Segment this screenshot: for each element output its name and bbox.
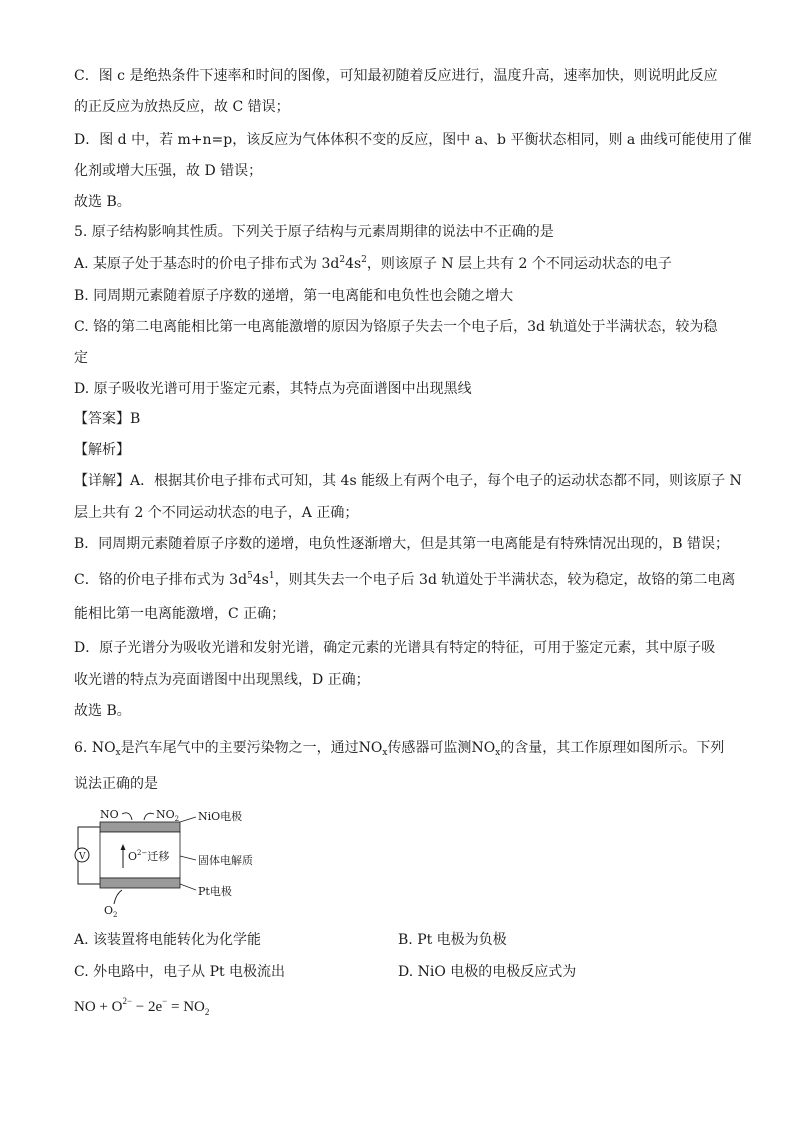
nox-sensor-diagram	[70, 806, 290, 918]
q6-stem-line-2: 说法正确的是	[74, 776, 158, 792]
q5-detail-c-line-2: 能相比第一电离能激增，C 正确；	[74, 606, 286, 622]
q5-option-d: D. 原子吸收光谱可用于鉴定元素，其特点为亮面谱图中出现黑线	[74, 381, 472, 397]
no2-arrow	[144, 813, 154, 820]
q5-a-text-pre: A. 某原子处于基态时的价电子排布式为 3d	[74, 256, 340, 272]
q5-detail-b: B．同周期元素随着原子序数的递增，电负性逐渐增大，但是其第一电离能是有特殊情况出现的，B 错误；	[74, 536, 730, 552]
q5-option-a	[74, 254, 672, 274]
no-arrow	[122, 813, 132, 820]
q5-detail-d-line-1: D．原子光谱分为吸收光谱和发射光谱，确定元素的光谱具有特定的特征，可用于鉴定元素，其中原子吸	[74, 640, 716, 656]
q5-stem: 5. 原子结构影响其性质。下列关于原子结构与元素周期律的说法中不正确的是	[74, 224, 554, 240]
q5-a-sup-1: 2	[339, 255, 346, 265]
q6-nox-1: $NO_x$	[91, 740, 121, 758]
voltmeter-label: V	[79, 852, 86, 862]
q5-detail-c-line-1	[74, 570, 735, 590]
q5-option-b: B. 同周期元素随着原子序数的递增，第一电离能和电负性也会随之增大	[74, 288, 514, 304]
q6-nox-2: $NO_x$	[358, 740, 388, 758]
migration-label: $O^{2-}$迁移	[128, 849, 170, 863]
analysis-d-line-1: D．图 d 中，若 m+n=p，该反应为气体体积不变的反应，图中 a、b 平衡状态相同，则 a 曲线可能使用了催	[74, 132, 752, 148]
pt-electrode	[100, 878, 180, 888]
q5-detail-d-line-2: 收光谱的特点为亮面谱图中出现黑线，D 正确；	[74, 672, 370, 688]
o2-label: $O_2$	[104, 904, 118, 918]
electrolyte-leader	[180, 856, 196, 860]
pt-label: Pt电极	[198, 885, 232, 898]
o2-arrow	[114, 890, 122, 904]
q6-stem-text-1: 是汽车尾气中的主要污染物之一，通过	[120, 740, 359, 756]
q6-option-d: D. NiO 电极的电极反应式为	[398, 964, 577, 980]
nio-leader	[180, 817, 196, 822]
q5-detail-a-line-2: 层上共有 2 个不同运动状态的电子，A 正确；	[74, 505, 359, 521]
q5-option-c-line-2: 定	[74, 350, 88, 366]
q5-choose: 故选 B。	[74, 703, 131, 719]
q6-number: 6.	[74, 740, 92, 756]
q6-nox-3: $NO_x$	[471, 740, 501, 758]
q6-option-c: C. 外电路中，电子从 Pt 电极流出	[74, 964, 286, 980]
nio-label: NiO电极	[198, 810, 243, 823]
q5-detail-c-pre: C．铬的价电子排布式为 3d	[74, 572, 248, 588]
analysis-c-line-1: C．图 c 是绝热条件下速率和时间的图像，可知最初随着反应进行，温度升高，速率加快，则说明此反应	[74, 68, 718, 84]
analysis-d-line-2: 化剂或增大压强，故 D 错误；	[74, 163, 263, 179]
q6-stem-text-2: 传感器可监测	[387, 740, 472, 756]
q6-stem-text-3: 的含量，其工作原理如图所示。下列	[500, 740, 725, 756]
electrolyte-label: 固体电解质	[198, 854, 253, 867]
nio-electrode	[100, 822, 180, 832]
pt-leader	[180, 884, 196, 890]
analysis-c-line-2: 的正反应为放热反应，故 C 错误；	[74, 99, 290, 115]
q6-stem-line-1	[74, 738, 724, 758]
q5-detail-a-line-1: 【详解】A．根据其价电子排布式可知，其 4s 能级上有两个电子，每个电子的运动状态都不同，则该原子 N	[74, 473, 742, 489]
q5-option-c-line-1: C. 铬的第二电离能相比第一电离能激增的原因为铬原子失去一个电子后，3d 轨道处于半满状态，较为稳	[74, 319, 718, 335]
q5-detail-c-sup-2: 1	[268, 571, 275, 581]
q6-option-a: A. 该装置将电能转化为化学能	[74, 932, 262, 948]
q5-analysis-tag: 【解析】	[74, 442, 130, 458]
q5-a-text-post: ，则该原子 N 层上共有 2 个不同运动状态的电子	[366, 256, 672, 272]
q6-option-d-formula: NO + $O^{2-} - 2e^- = NO_2$	[74, 996, 210, 1017]
no-label: NO	[100, 808, 119, 821]
q5-a-text-mid: 4s	[345, 256, 362, 272]
q5-detail-c-mid: 4s	[252, 572, 269, 588]
q6-option-b: B. Pt 电极为负极	[398, 932, 507, 948]
q5-detail-c-sup-1: 5	[247, 571, 253, 581]
q5-detail-c-post: ，则其失去一个电子后 3d 轨道处于半满状态，较为稳定，故铬的第二电离	[274, 572, 736, 588]
analysis-choose: 故选 B。	[74, 194, 131, 210]
no2-label: $NO_2$	[156, 808, 180, 823]
q5-answer: 【答案】B	[74, 411, 141, 427]
q5-a-sup-2: 2	[361, 255, 367, 265]
